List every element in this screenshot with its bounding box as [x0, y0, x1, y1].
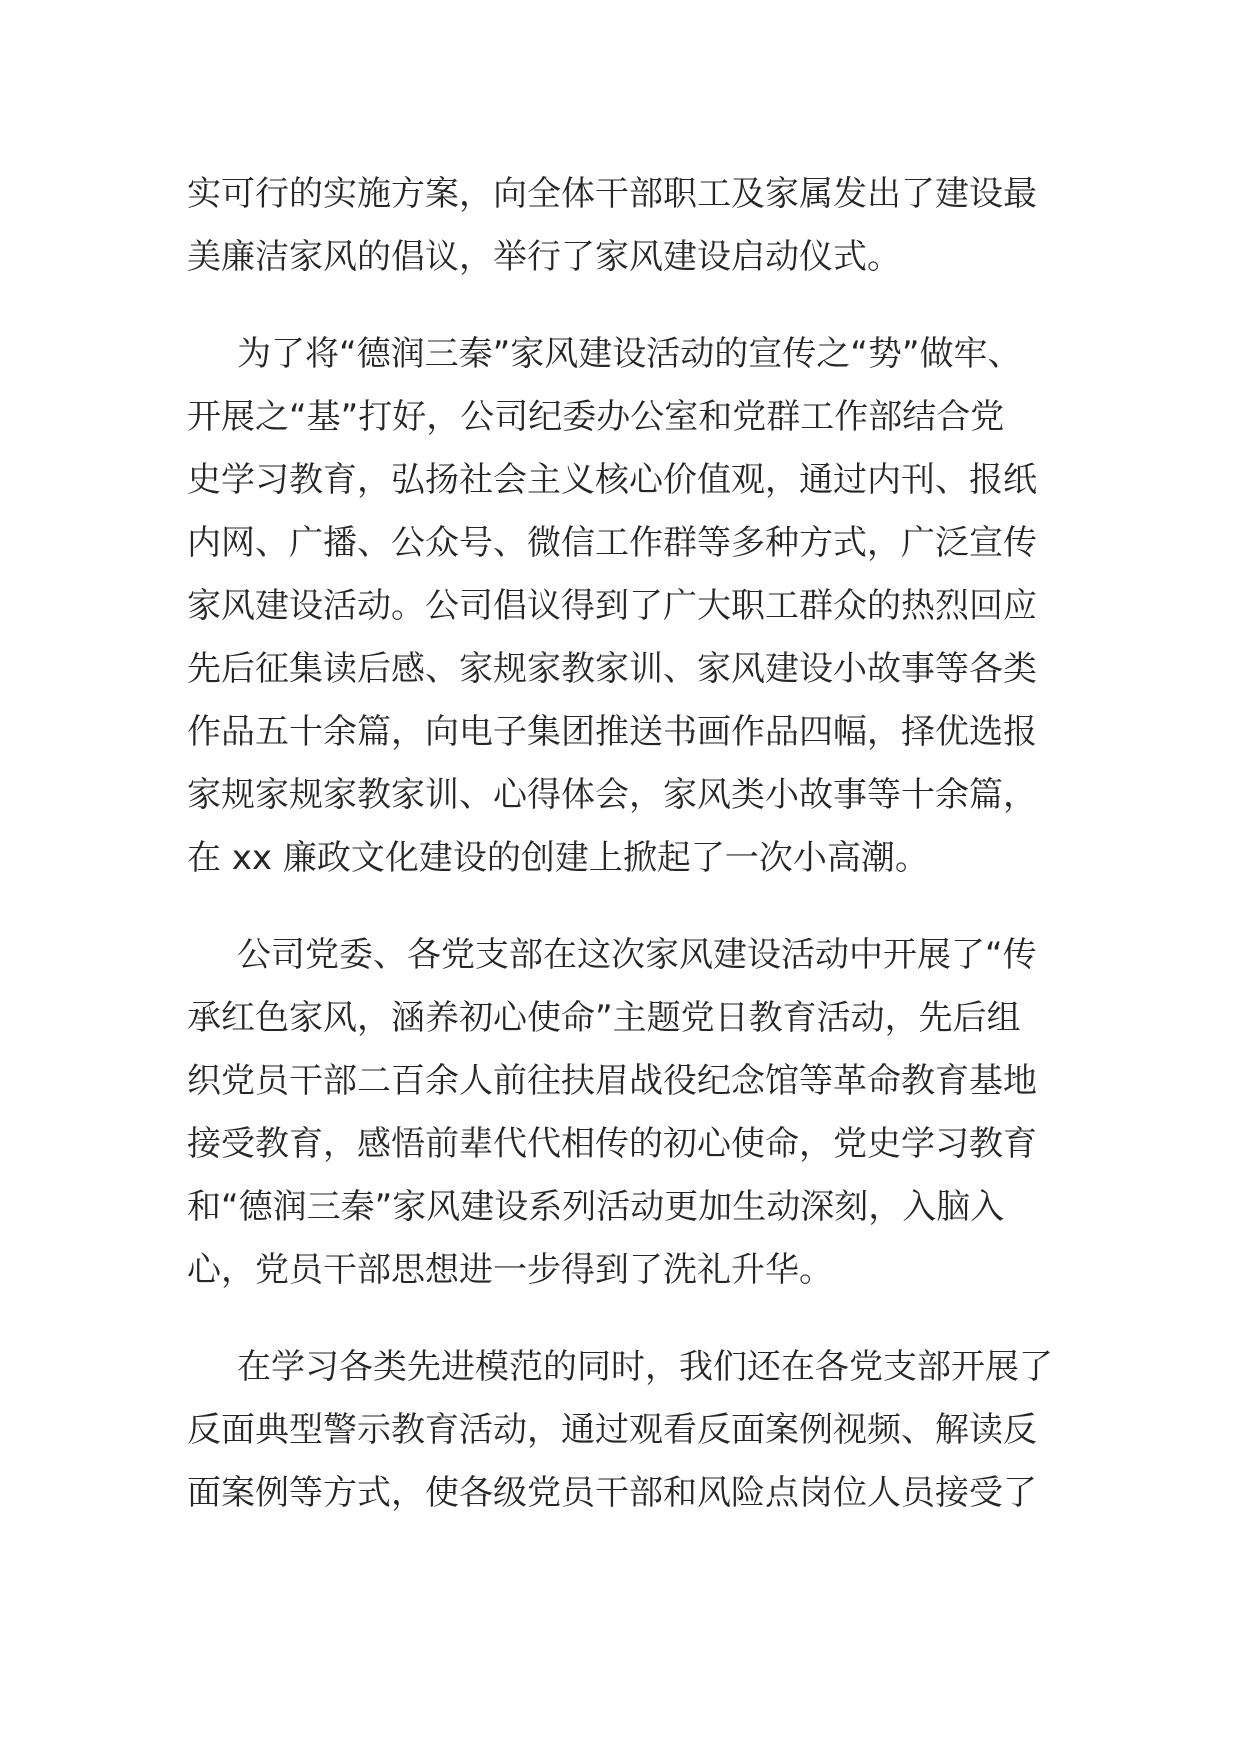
- text-line: 心，党员干部思想进一步得到了洗礼升华。: [187, 1250, 833, 1290]
- text-line: 家风建设活动。公司倡议得到了广大职工群众的热烈回应: [187, 586, 1037, 626]
- paragraph-2: [187, 323, 1087, 890]
- paragraph-1: [187, 163, 1087, 289]
- text-line: 先后征集读后感、家规家教家训、家风建设小故事等各类: [187, 649, 1037, 689]
- text-line: 开展之“基”打好，公司纪委办公室和党群工作部结合党: [187, 397, 1005, 437]
- text-line: 织党员干部二百余人前往扶眉战役纪念馆等革命教育基地: [187, 1061, 1037, 1101]
- text-line: 内网、广播、公众号、微信工作群等多种方式，广泛宣传: [187, 523, 1037, 563]
- paragraph-3: [187, 924, 1087, 1302]
- text-line: 作品五十余篇，向电子集团推送书画作品四幅，择优选报: [187, 712, 1037, 752]
- text-line: 实可行的实施方案，向全体干部职工及家属发出了建设最: [187, 174, 1037, 214]
- text-line: 公司党委、各党支部在这次家风建设活动中开展了“传: [237, 935, 1037, 975]
- text-line: 反面典型警示教育活动，通过观看反面案例视频、解读反: [187, 1410, 1037, 1450]
- text-line: 面案例等方式，使各级党员干部和风险点岗位人员接受了: [187, 1473, 1037, 1513]
- text-line: 为了将“德润三秦”家风建设活动的宣传之“势”做牢、: [237, 334, 1022, 374]
- text-line: 在 xx 廉政文化建设的创建上掀起了一次小高潮。: [187, 838, 929, 878]
- text-line: 家规家规家教家训、心得体会，家风类小故事等十余篇，: [187, 775, 1037, 815]
- text-line: 接受教育，感悟前辈代代相传的初心使命，党史学习教育: [187, 1124, 1037, 1164]
- text-line: 美廉洁家风的倡议，举行了家风建设启动仪式。: [187, 237, 901, 277]
- paragraph-4: [187, 1336, 1087, 1525]
- text-line: 史学习教育，弘扬社会主义核心价值观，通过内刊、报纸: [187, 460, 1037, 500]
- text-line: 在学习各类先进模范的同时，我们还在各党支部开展了: [237, 1347, 1053, 1387]
- text-line: 和“德润三秦”家风建设系列活动更加生动深刻，入脑入: [187, 1187, 1005, 1227]
- body-text: [187, 163, 1087, 1559]
- text-line: 承红色家风，涵养初心使命”主题党日教育活动，先后组: [187, 998, 1021, 1038]
